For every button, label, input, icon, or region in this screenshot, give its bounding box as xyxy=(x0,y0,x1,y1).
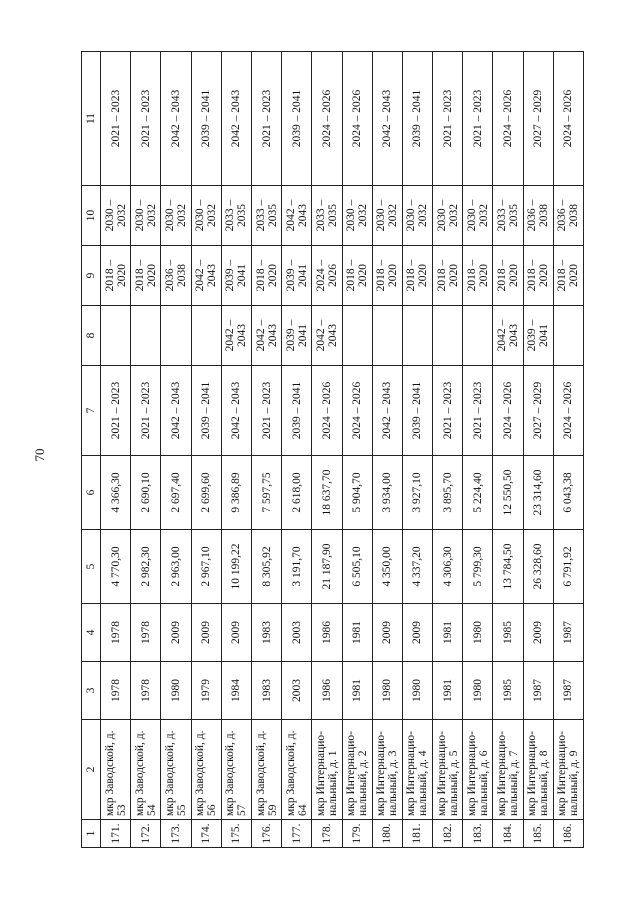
table-cell: 186. xyxy=(553,820,583,848)
table-cell: 9 386,89 xyxy=(221,456,251,530)
header-cell: 8 xyxy=(82,306,101,366)
table-cell: 1978 xyxy=(101,604,131,662)
header-cell: 5 xyxy=(82,530,101,604)
table-cell: 1987 xyxy=(553,604,583,662)
table-cell: 2039 – 2041 xyxy=(523,306,553,366)
table-cell: 4 337,20 xyxy=(402,530,432,604)
table-cell: 178. xyxy=(312,820,342,848)
table-cell: 2039 – 2041 xyxy=(191,366,221,456)
table-cell: 1980 xyxy=(402,662,432,720)
table-cell: мкр Заводской, д. 64 xyxy=(282,720,312,820)
table-cell: 2039 – 2041 xyxy=(282,306,312,366)
table-cell: мкр Заводской, д. 57 xyxy=(221,720,251,820)
table-cell: 2042 – 2043 xyxy=(221,52,251,186)
table-cell: 1980 xyxy=(161,662,191,720)
table-cell xyxy=(161,306,191,366)
table-cell: мкр Интернацио-нальный, д. 4 xyxy=(402,720,432,820)
table-cell: 2024 – 2026 xyxy=(312,366,342,456)
table-cell: 173. xyxy=(161,820,191,848)
table-cell: 2018 – 2020 xyxy=(433,246,463,306)
table-cell: 2021 – 2023 xyxy=(251,52,281,186)
header-cell: 3 xyxy=(82,662,101,720)
table-cell: 2033 – 2035 xyxy=(312,186,342,246)
table-cell: 172. xyxy=(131,820,161,848)
table-cell: 2021 – 2023 xyxy=(433,366,463,456)
table-cell: 2003 xyxy=(282,604,312,662)
table-cell: 182. xyxy=(433,820,463,848)
table-cell xyxy=(131,306,161,366)
table-cell: 2009 xyxy=(402,604,432,662)
table-cell: 26 328,60 xyxy=(523,530,553,604)
table-cell xyxy=(342,306,372,366)
table-cell: мкр Интернацио-нальный, д. 9 xyxy=(553,720,583,820)
table-cell: 1980 xyxy=(463,662,493,720)
header-cell: 6 xyxy=(82,456,101,530)
table-cell: 183. xyxy=(463,820,493,848)
table-cell: 2042 – 2043 xyxy=(251,306,281,366)
table-cell: 2009 xyxy=(161,604,191,662)
table-cell: 1980 xyxy=(372,662,402,720)
table-cell: мкр Интернацио-нальный, д. 2 xyxy=(342,720,372,820)
table-cell: 175. xyxy=(221,820,251,848)
table-cell: 6 791,92 xyxy=(553,530,583,604)
table-cell: 2021 – 2023 xyxy=(131,52,161,186)
table-cell: 1981 xyxy=(342,662,372,720)
table-cell: 2036 – 2038 xyxy=(553,186,583,246)
table-cell: 1986 xyxy=(312,662,342,720)
table-cell: мкр Интернацио-нальный, д. 1 xyxy=(312,720,342,820)
table-cell: мкр Заводской, д. 59 xyxy=(251,720,281,820)
header-cell: 1 xyxy=(82,820,101,848)
table-cell: 177. xyxy=(282,820,312,848)
table-cell: мкр Заводской, д. 54 xyxy=(131,720,161,820)
table-cell: 2036 – 2038 xyxy=(161,246,191,306)
table-cell xyxy=(372,306,402,366)
table-cell: 1978 xyxy=(131,662,161,720)
page-number: 70 xyxy=(32,448,47,462)
table-cell: 1983 xyxy=(251,662,281,720)
table-row xyxy=(553,52,583,848)
table-row xyxy=(221,52,251,848)
table-row xyxy=(523,52,553,848)
table-cell: 2039 – 2041 xyxy=(402,366,432,456)
table-cell: мкр Интернацио-нальный, д. 3 xyxy=(372,720,402,820)
table-cell: 1978 xyxy=(101,662,131,720)
table-cell: 2 699,60 xyxy=(191,456,221,530)
table-cell: 2009 xyxy=(372,604,402,662)
table-cell: 2039 – 2041 xyxy=(282,366,312,456)
table-cell: 2024 – 2026 xyxy=(553,366,583,456)
table-cell: 2030 – 2032 xyxy=(402,186,432,246)
table-header-row xyxy=(82,52,101,848)
table-cell: 2 963,00 xyxy=(161,530,191,604)
table-cell: 2021 – 2023 xyxy=(101,52,131,186)
table-cell: 2021 – 2023 xyxy=(463,52,493,186)
table-row xyxy=(372,52,402,848)
table-cell: 6 505,10 xyxy=(342,530,372,604)
table-cell: 2039 – 2041 xyxy=(221,246,251,306)
table-cell: 2036 – 2038 xyxy=(523,186,553,246)
table-cell: 1981 xyxy=(433,662,463,720)
table-cell: 2018 – 2020 xyxy=(463,246,493,306)
table-cell: 2039 – 2041 xyxy=(282,246,312,306)
table-cell: 1983 xyxy=(251,604,281,662)
table-cell xyxy=(463,306,493,366)
table-cell: 23 314,60 xyxy=(523,456,553,530)
table-cell: 3 927,10 xyxy=(402,456,432,530)
table-cell: 2042 – 2043 xyxy=(282,186,312,246)
table-cell: 174. xyxy=(191,820,221,848)
table-cell: 2 697,40 xyxy=(161,456,191,530)
table-cell: 6 043,38 xyxy=(553,456,583,530)
table-cell xyxy=(402,306,432,366)
table-row xyxy=(251,52,281,848)
header-cell: 7 xyxy=(82,366,101,456)
table-cell: 2024 – 2026 xyxy=(312,246,342,306)
table-cell: 8 305,92 xyxy=(251,530,281,604)
table-cell: 2039 – 2041 xyxy=(191,52,221,186)
table-cell: 2030 – 2032 xyxy=(463,186,493,246)
table-cell: 1981 xyxy=(342,604,372,662)
table-cell: 2 690,10 xyxy=(131,456,161,530)
table-cell: 2 618,00 xyxy=(282,456,312,530)
table-cell: 2 967,10 xyxy=(191,530,221,604)
table-cell: 4 306,30 xyxy=(433,530,463,604)
table-cell: 2009 xyxy=(191,604,221,662)
table-row xyxy=(433,52,463,848)
table-cell: 2024 – 2026 xyxy=(312,52,342,186)
table-cell: 2042 – 2043 xyxy=(161,52,191,186)
table-cell: 2030 – 2032 xyxy=(101,186,131,246)
table-cell: 2018 – 2020 xyxy=(523,246,553,306)
table-cell: 10 199,22 xyxy=(221,530,251,604)
table-cell: 181. xyxy=(402,820,432,848)
table-cell xyxy=(101,306,131,366)
table-cell: 180. xyxy=(372,820,402,848)
table-cell: 2042 – 2043 xyxy=(372,366,402,456)
table-row xyxy=(493,52,523,848)
table-cell: мкр Интернацио-нальный, д. 6 xyxy=(463,720,493,820)
table-cell: 2018 – 2020 xyxy=(553,246,583,306)
table-cell: 4 366,30 xyxy=(101,456,131,530)
header-cell: 9 xyxy=(82,246,101,306)
table-cell: 2030 – 2032 xyxy=(342,186,372,246)
table-row xyxy=(101,52,131,848)
table-cell: 2009 xyxy=(523,604,553,662)
table-cell: 176. xyxy=(251,820,281,848)
table-cell: 1986 xyxy=(312,604,342,662)
table-row xyxy=(342,52,372,848)
table-cell: 2042 – 2043 xyxy=(493,306,523,366)
table-body xyxy=(101,52,584,848)
table-cell: 2018 – 2020 xyxy=(101,246,131,306)
table-cell: 2033 – 2035 xyxy=(221,186,251,246)
table-cell: 1985 xyxy=(493,662,523,720)
table-cell xyxy=(553,306,583,366)
table-cell: 1979 xyxy=(191,662,221,720)
table-cell: 179. xyxy=(342,820,372,848)
table-row xyxy=(463,52,493,848)
table-cell: 2 982,30 xyxy=(131,530,161,604)
table-cell: 2024 – 2026 xyxy=(493,366,523,456)
data-table xyxy=(81,51,584,848)
table-cell: 4 350,00 xyxy=(372,530,402,604)
table-cell: 1987 xyxy=(553,662,583,720)
table-cell: 2042 – 2043 xyxy=(372,52,402,186)
table-row xyxy=(282,52,312,848)
table-cell: 1978 xyxy=(131,604,161,662)
table-cell: 2024 – 2026 xyxy=(553,52,583,186)
table-cell: 2042 – 2043 xyxy=(191,246,221,306)
table-cell: 2024 – 2026 xyxy=(342,366,372,456)
table-cell: 2042 – 2043 xyxy=(221,306,251,366)
table-cell: 18 637,70 xyxy=(312,456,342,530)
table-cell: 2018 – 2020 xyxy=(402,246,432,306)
header-cell: 2 xyxy=(82,720,101,820)
table-cell: 1981 xyxy=(433,604,463,662)
table-cell: 2021 – 2023 xyxy=(131,366,161,456)
table-cell: 2021 – 2023 xyxy=(101,366,131,456)
table-cell: 3 895,70 xyxy=(433,456,463,530)
rotated-table-container xyxy=(81,52,584,848)
table-cell: 2018 – 2020 xyxy=(493,246,523,306)
table-cell: 2030 – 2032 xyxy=(161,186,191,246)
table-cell: мкр Интернацио-нальный, д. 8 xyxy=(523,720,553,820)
table-cell: 2009 xyxy=(221,604,251,662)
table-cell: 2027 – 2029 xyxy=(523,52,553,186)
table-cell: 12 550,50 xyxy=(493,456,523,530)
header-cell: 11 xyxy=(82,52,101,186)
table-cell: 4 770,30 xyxy=(101,530,131,604)
table-cell: 5 224,40 xyxy=(463,456,493,530)
table-cell: 3 191,70 xyxy=(282,530,312,604)
table-cell: 3 934,00 xyxy=(372,456,402,530)
table-cell: 2018 – 2020 xyxy=(372,246,402,306)
table-cell: 13 784,50 xyxy=(493,530,523,604)
table-row xyxy=(131,52,161,848)
table-cell: 2042 – 2043 xyxy=(221,366,251,456)
table-cell: 2042 – 2043 xyxy=(161,366,191,456)
scan-mark xyxy=(600,860,620,890)
table-cell: 2021 – 2023 xyxy=(433,52,463,186)
table-cell: 171. xyxy=(101,820,131,848)
table-cell: 2033 – 2035 xyxy=(251,186,281,246)
table-cell: 2021 – 2023 xyxy=(463,366,493,456)
table-cell: 7 597,75 xyxy=(251,456,281,530)
table-cell: 2024 – 2026 xyxy=(493,52,523,186)
table-cell: 2033 – 2035 xyxy=(493,186,523,246)
table-cell: 2024 – 2026 xyxy=(342,52,372,186)
table-cell: 185. xyxy=(523,820,553,848)
table-cell: 2030 – 2032 xyxy=(372,186,402,246)
table-cell: 2003 xyxy=(282,662,312,720)
table-cell: 1984 xyxy=(221,662,251,720)
table-cell xyxy=(191,306,221,366)
table-cell: 2018 – 2020 xyxy=(131,246,161,306)
table-cell: 2039 – 2041 xyxy=(402,52,432,186)
table-row xyxy=(191,52,221,848)
table-cell: мкр Заводской, д. 53 xyxy=(101,720,131,820)
table-cell xyxy=(433,306,463,366)
table-cell: мкр Интернацио-нальный, д. 7 xyxy=(493,720,523,820)
table-cell: 2039 – 2041 xyxy=(282,52,312,186)
header-cell: 4 xyxy=(82,604,101,662)
table-cell: 1980 xyxy=(463,604,493,662)
table-cell: 1985 xyxy=(493,604,523,662)
table-cell: 2018 – 2020 xyxy=(251,246,281,306)
table-cell: мкр Заводской, д. 55 xyxy=(161,720,191,820)
table-row xyxy=(312,52,342,848)
table-cell: 2021 – 2023 xyxy=(251,366,281,456)
table-cell: 2027 – 2029 xyxy=(523,366,553,456)
table-cell: 5 904,70 xyxy=(342,456,372,530)
table-cell: 1987 xyxy=(523,662,553,720)
header-cell: 10 xyxy=(82,186,101,246)
table-cell: 5 799,30 xyxy=(463,530,493,604)
table-cell: 2042 – 2043 xyxy=(312,306,342,366)
table-cell: 2030 – 2032 xyxy=(433,186,463,246)
table-cell: мкр Интернацио-нальный, д. 5 xyxy=(433,720,463,820)
table-cell: 2030 – 2032 xyxy=(191,186,221,246)
table-row xyxy=(402,52,432,848)
table-cell: 2018 – 2020 xyxy=(342,246,372,306)
table-cell: мкр Заводской, д. 56 xyxy=(191,720,221,820)
table-cell: 184. xyxy=(493,820,523,848)
table-cell: 21 187,90 xyxy=(312,530,342,604)
table-cell: 2030 – 2032 xyxy=(131,186,161,246)
table-row xyxy=(161,52,191,848)
